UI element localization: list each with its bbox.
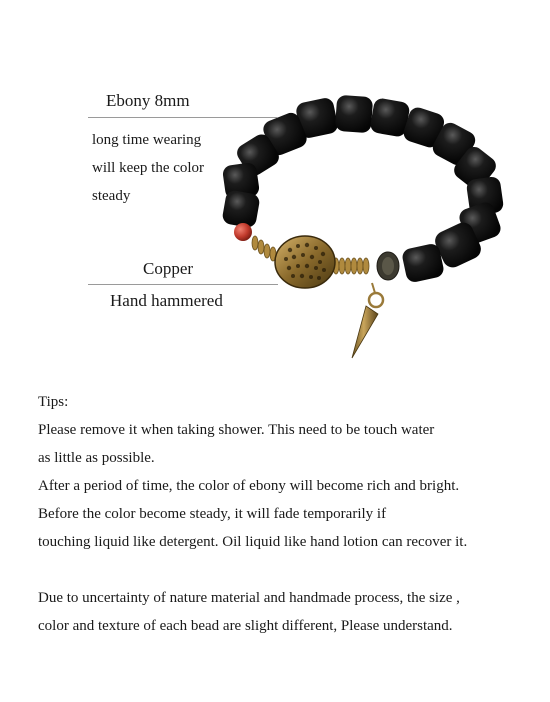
red-bead [234, 223, 252, 241]
tips-line: After a period of time, the color of ebony will become rich and bright. [38, 478, 460, 494]
material-note-line: will keep the color [92, 160, 205, 176]
ebony-beads [221, 95, 504, 284]
material-rule [88, 117, 278, 118]
disclaimer-line: color and texture of each bead are slight different, Please understand. [38, 618, 453, 634]
tips-line: as little as possible. [38, 450, 155, 466]
pendant-ring [369, 293, 383, 307]
tips-block [38, 388, 467, 556]
material-note-line: steady [92, 188, 131, 204]
disclaimer-block [38, 584, 460, 640]
disclaimer-line: Due to uncertainty of nature material and handmade process, the size , [38, 590, 460, 606]
metal-rule [88, 284, 278, 285]
material-notes [92, 126, 204, 210]
spike-pendant [352, 306, 378, 358]
tips-heading: Tips: [38, 394, 69, 410]
tips-line: touching liquid like detergent. Oil liquid like hand lotion can recover it. [38, 534, 468, 550]
tips-line: Please remove it when taking shower. This need to be touch water [38, 422, 435, 438]
tips-line: Before the color become steady, it will fade temporarily if [38, 506, 387, 522]
metal-title: Copper [143, 259, 194, 278]
copper-bead [275, 236, 335, 288]
material-note-line: long time wearing [92, 132, 202, 148]
material-title: Ebony 8mm [106, 91, 190, 110]
metal-subtitle: Hand hammered [110, 291, 223, 310]
